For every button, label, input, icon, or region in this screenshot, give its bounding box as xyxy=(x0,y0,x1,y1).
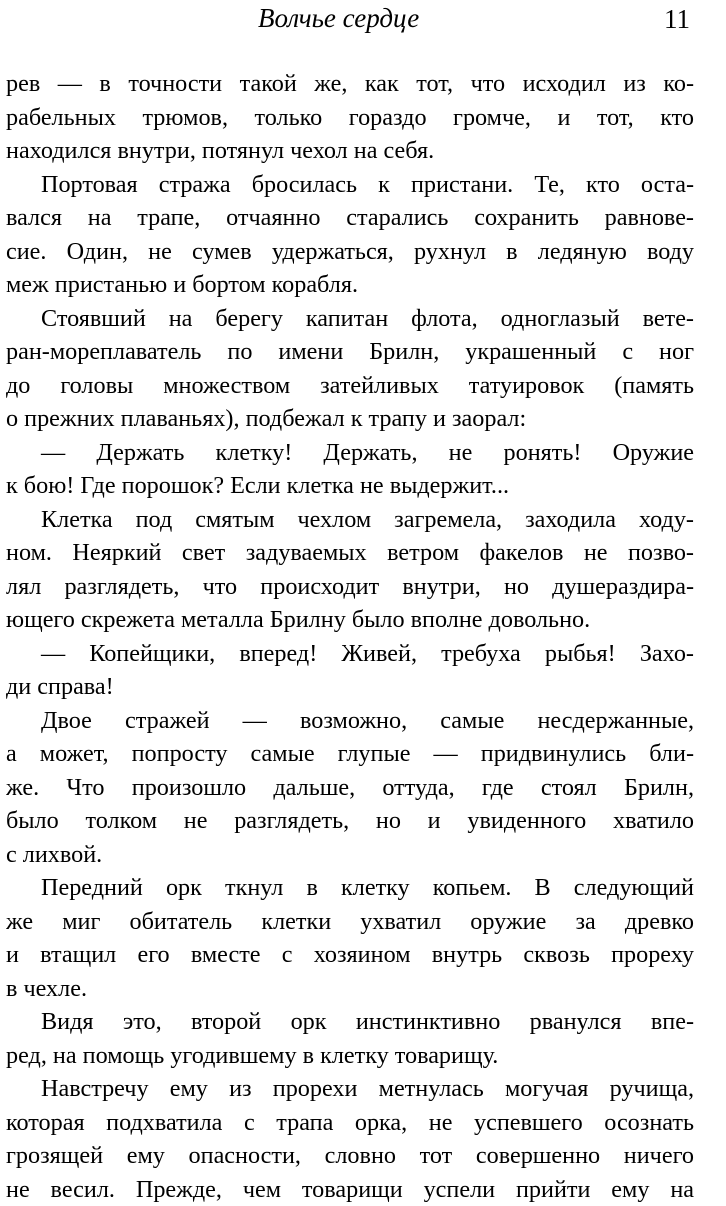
text-line: и втащил его вместе с хозяином внутрь сквозь прореху xyxy=(6,938,694,972)
text-line: до головы множеством затейливых татуировок (память xyxy=(6,369,694,403)
text-line: ред, на помощь угодившему в клетку товарищу. xyxy=(6,1039,694,1073)
page-number: 11 xyxy=(664,2,690,36)
text-line: Передний орк ткнул в клетку копьем. В следующий xyxy=(6,871,694,905)
text-line: — Копейщики, вперед! Живей, требуха рыбья! Захо- xyxy=(6,637,694,671)
text-line: вался на трапе, отчаянно старались сохранить равнове- xyxy=(6,201,694,235)
text-line: Навстречу ему из прорехи метнулась могучая ручища, xyxy=(6,1072,694,1106)
text-line: в чехле. xyxy=(6,972,694,1006)
text-line: Клетка под смятым чехлом загремела, заходила ходу- xyxy=(6,503,694,537)
text-line: же миг обитатель клетки ухватил оружие за древко xyxy=(6,905,694,939)
text-line: грозящей ему опасности, словно тот совершенно ничего xyxy=(6,1139,694,1173)
text-line: ном. Неяркий свет задуваемых ветром факелов не позво- xyxy=(6,536,694,570)
text-line: меж пристанью и бортом корабля. xyxy=(6,268,694,302)
text-line: к бою! Где порошок? Если клетка не выдержит... xyxy=(6,469,694,503)
text-line: находился внутри, потянул чехол на себя. xyxy=(6,134,694,168)
book-title: Волчье сердце xyxy=(258,1,419,35)
text-line: ди справа! xyxy=(6,670,694,704)
text-line: ран-мореплаватель по имени Брилн, украшенный с ног xyxy=(6,335,694,369)
text-line: рабельных трюмов, только гораздо громче, и тот, кто xyxy=(6,101,694,135)
page-header xyxy=(0,0,726,40)
text-line: лял разглядеть, что происходит внутри, но душераздира- xyxy=(6,570,694,604)
text-line: было толком не разглядеть, но и увиденного хватило xyxy=(6,804,694,838)
text-line: же. Что произошло дальше, оттуда, где стоял Брилн, xyxy=(6,771,694,805)
page-body-text xyxy=(6,67,694,1206)
text-line: сие. Один, не сумев удержаться, рухнул в ледяную воду xyxy=(6,235,694,269)
text-line: Двое стражей — возможно, самые несдержанные, xyxy=(6,704,694,738)
text-line: — Держать клетку! Держать, не ронять! Оружие xyxy=(6,436,694,470)
text-line: о прежних плаваньях), подбежал к трапу и заорал: xyxy=(6,402,694,436)
text-line: не весил. Прежде, чем товарищи успели прийти ему на xyxy=(6,1173,694,1206)
text-line: Стоявший на берегу капитан флота, одноглазый вете- xyxy=(6,302,694,336)
text-line: Портовая стража бросилась к пристани. Те, кто оста- xyxy=(6,168,694,202)
text-line: Видя это, второй орк инстинктивно рванулся впе- xyxy=(6,1005,694,1039)
text-line: с лихвой. xyxy=(6,838,694,872)
text-line: а может, попросту самые глупые — придвинулись бли- xyxy=(6,737,694,771)
text-line: которая подхватила с трапа орка, не успевшего осознать xyxy=(6,1106,694,1140)
text-line: рев — в точности такой же, как тот, что исходил из ко- xyxy=(6,67,694,101)
text-line: ющего скрежета металла Брилну было вполне довольно. xyxy=(6,603,694,637)
